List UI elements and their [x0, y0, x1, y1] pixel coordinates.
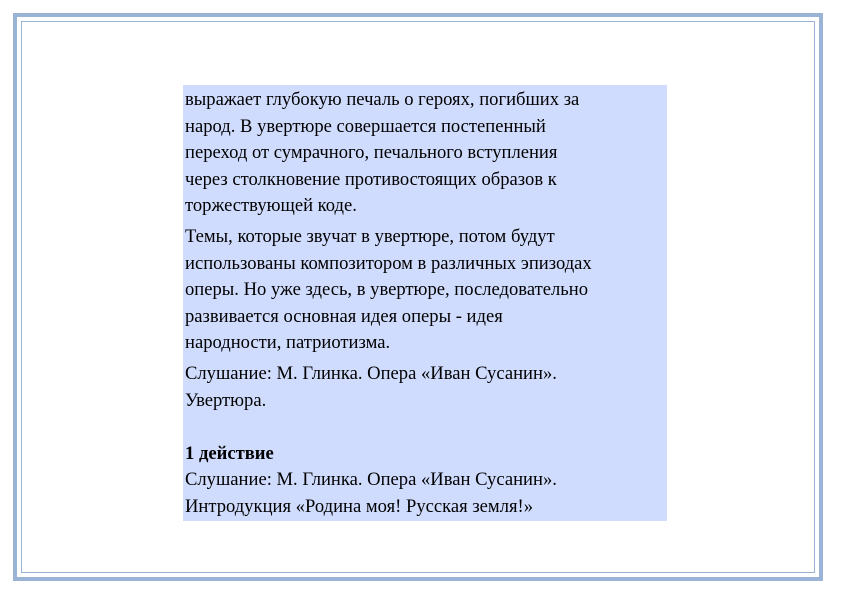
- text-line: народ. В увертюре совершается постепенный: [185, 115, 546, 137]
- text-line: переход от сумрачного, печального вступления: [185, 142, 558, 164]
- text-line: Слушание: М. Глинка. Опера «Иван Сусанин».: [185, 362, 557, 384]
- text-line: развивается основная идея оперы - идея: [185, 305, 503, 327]
- text-line: Слушание: М. Глинка. Опера «Иван Сусанин».: [185, 469, 557, 491]
- text-line: выражает глубокую печаль о героях, погибших за: [185, 89, 580, 110]
- text-line: использованы композитором в различных эпизодах: [185, 252, 592, 274]
- section-heading: 1 действие: [185, 442, 274, 464]
- blank-line: [185, 414, 665, 441]
- text-line: народности, патриотизма.: [185, 332, 391, 354]
- paragraph-overture-themes: [185, 224, 665, 357]
- text-line: торжествующей коде.: [185, 195, 357, 217]
- text-line: через столкновение противостоящих образов к: [185, 168, 557, 190]
- paragraph-listening-overture: [185, 361, 665, 521]
- text-line: оперы. Но уже здесь, в увертюре, последовательно: [185, 279, 588, 301]
- paragraph-overture-mood: [185, 87, 665, 220]
- text-line: Интродукция «Родина моя! Русская земля!»: [185, 495, 534, 517]
- text-block: [183, 85, 667, 521]
- text-line: Темы, которые звучат в увертюре, потом будут: [185, 225, 555, 247]
- text-line: Увертюра.: [185, 389, 267, 411]
